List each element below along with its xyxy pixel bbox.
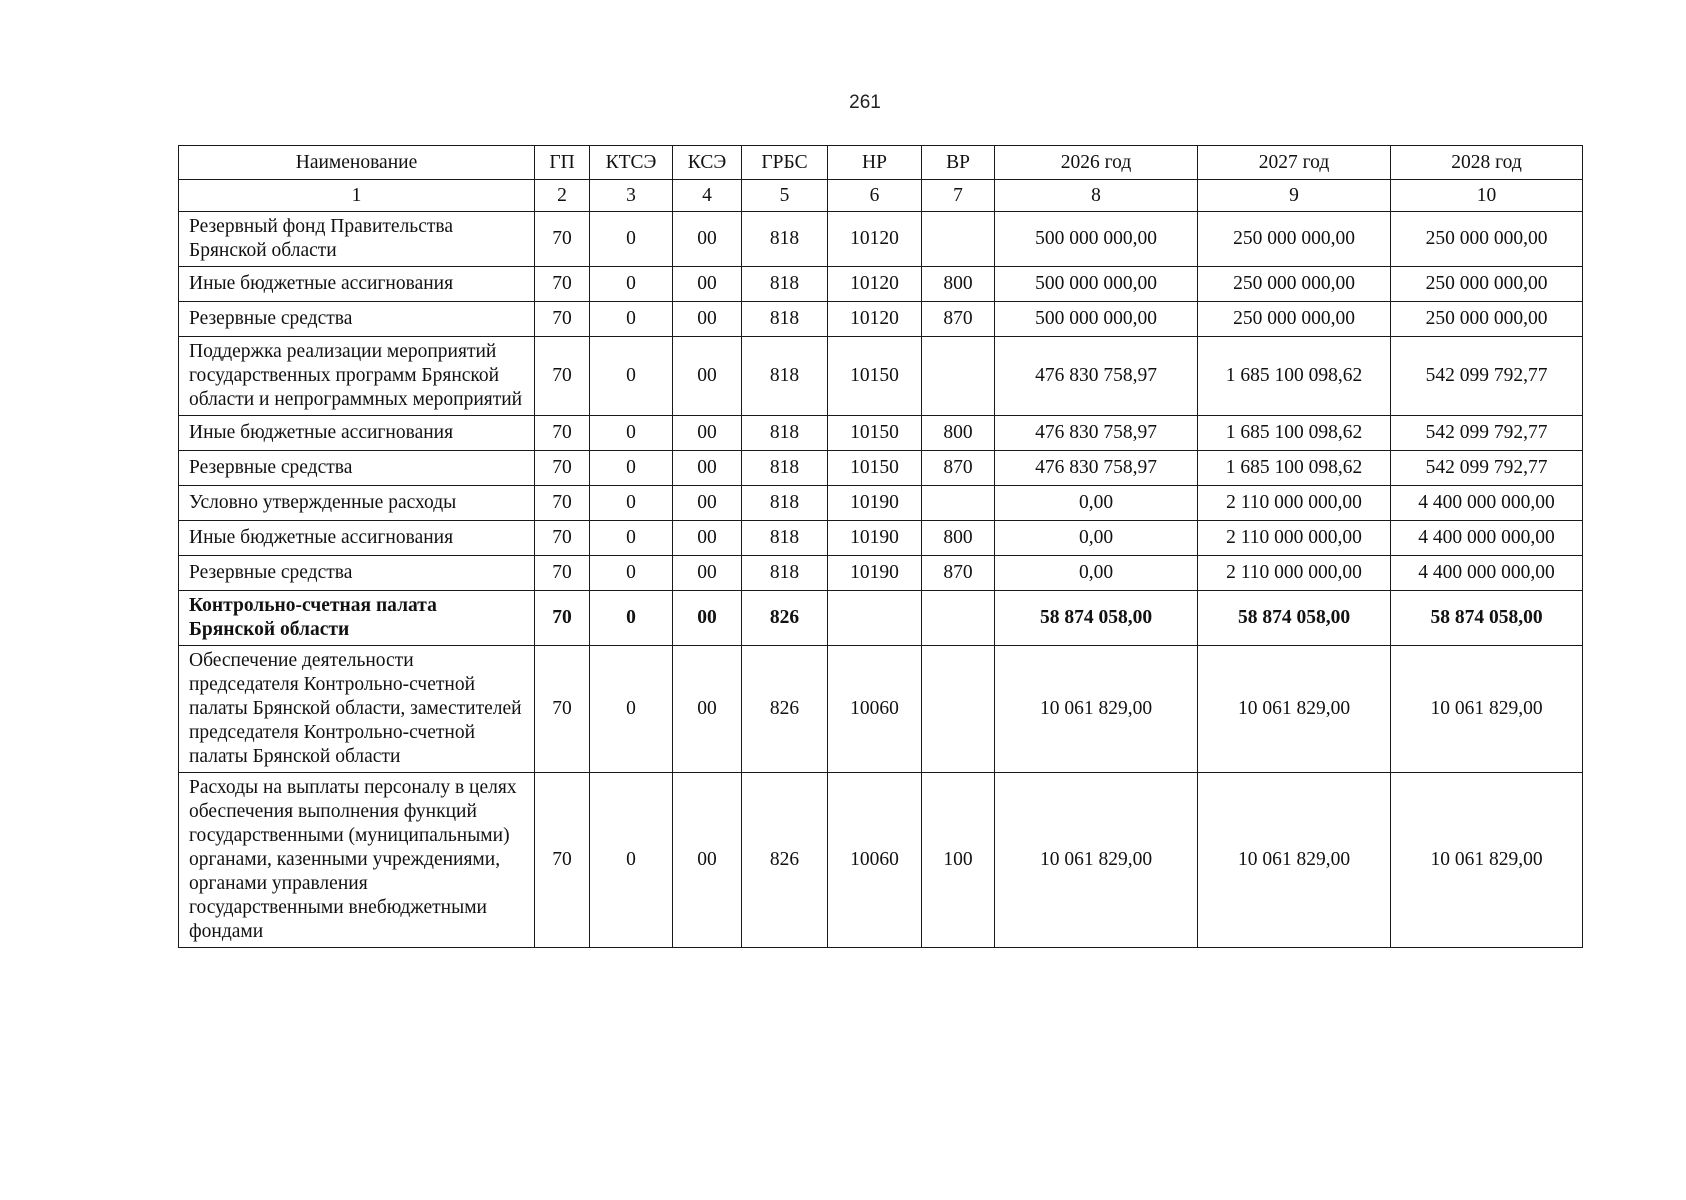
cell-2028: 542 099 792,77 (1391, 451, 1583, 486)
cell-nr: 10060 (828, 773, 922, 948)
cell-kse: 00 (673, 773, 742, 948)
column-number-row (179, 180, 1583, 212)
cell-gp: 70 (535, 646, 590, 773)
cell-2026: 0,00 (995, 556, 1198, 591)
column-number: 10 (1391, 180, 1583, 212)
cell-vr: 800 (922, 521, 995, 556)
cell-2028: 250 000 000,00 (1391, 302, 1583, 337)
table-row (179, 486, 1583, 521)
cell-kse: 00 (673, 267, 742, 302)
header-2027: 2027 год (1198, 146, 1391, 180)
cell-kse: 00 (673, 416, 742, 451)
cell-2028: 10 061 829,00 (1391, 646, 1583, 773)
cell-2026: 58 874 058,00 (995, 591, 1198, 646)
cell-nr: 10190 (828, 556, 922, 591)
cell-vr: 800 (922, 267, 995, 302)
cell-2026: 10 061 829,00 (995, 773, 1198, 948)
column-number: 5 (742, 180, 828, 212)
header-2026: 2026 год (995, 146, 1198, 180)
cell-2027: 2 110 000 000,00 (1198, 486, 1391, 521)
column-number: 4 (673, 180, 742, 212)
cell-gp: 70 (535, 486, 590, 521)
cell-nr: 10120 (828, 267, 922, 302)
cell-vr (922, 591, 995, 646)
cell-grbs: 826 (742, 773, 828, 948)
cell-kse: 00 (673, 646, 742, 773)
cell-grbs: 818 (742, 337, 828, 416)
table-row (179, 773, 1583, 948)
cell-kse: 00 (673, 556, 742, 591)
cell-kse: 00 (673, 486, 742, 521)
cell-2027: 2 110 000 000,00 (1198, 556, 1391, 591)
cell-name: Резервные средства (179, 451, 535, 486)
cell-vr: 870 (922, 451, 995, 486)
cell-2026: 500 000 000,00 (995, 302, 1198, 337)
cell-grbs: 826 (742, 646, 828, 773)
cell-grbs: 818 (742, 416, 828, 451)
cell-grbs: 818 (742, 302, 828, 337)
header-gp: ГП (535, 146, 590, 180)
table-row (179, 556, 1583, 591)
cell-2026: 0,00 (995, 521, 1198, 556)
cell-vr: 100 (922, 773, 995, 948)
cell-2028: 250 000 000,00 (1391, 212, 1583, 267)
cell-vr (922, 646, 995, 773)
cell-name: Резервный фонд Правительства Брянской области (179, 212, 535, 267)
cell-2027: 58 874 058,00 (1198, 591, 1391, 646)
cell-vr: 870 (922, 302, 995, 337)
cell-grbs: 818 (742, 486, 828, 521)
cell-grbs: 818 (742, 212, 828, 267)
table-header-row (179, 146, 1583, 180)
cell-2026: 10 061 829,00 (995, 646, 1198, 773)
budget-table (178, 145, 1583, 948)
cell-gp: 70 (535, 556, 590, 591)
cell-kse: 00 (673, 451, 742, 486)
cell-vr (922, 486, 995, 521)
cell-nr: 10150 (828, 337, 922, 416)
cell-2026: 476 830 758,97 (995, 451, 1198, 486)
cell-vr: 800 (922, 416, 995, 451)
cell-name: Контрольно-счетная палата Брянской области (179, 591, 535, 646)
cell-kse: 00 (673, 591, 742, 646)
cell-2027: 10 061 829,00 (1198, 773, 1391, 948)
cell-grbs: 818 (742, 451, 828, 486)
cell-kse: 00 (673, 337, 742, 416)
cell-gp: 70 (535, 337, 590, 416)
cell-gp: 70 (535, 773, 590, 948)
cell-kse: 00 (673, 302, 742, 337)
cell-ktse: 0 (590, 556, 673, 591)
column-number: 1 (179, 180, 535, 212)
cell-2027: 2 110 000 000,00 (1198, 521, 1391, 556)
cell-nr: 10190 (828, 486, 922, 521)
cell-2027: 1 685 100 098,62 (1198, 337, 1391, 416)
table-row (179, 212, 1583, 267)
cell-2028: 58 874 058,00 (1391, 591, 1583, 646)
cell-vr (922, 337, 995, 416)
cell-name: Резервные средства (179, 556, 535, 591)
cell-gp: 70 (535, 591, 590, 646)
cell-nr: 10150 (828, 416, 922, 451)
column-number: 8 (995, 180, 1198, 212)
page-number: 261 (849, 92, 881, 113)
cell-vr (922, 212, 995, 267)
cell-2027: 10 061 829,00 (1198, 646, 1391, 773)
cell-ktse: 0 (590, 486, 673, 521)
cell-gp: 70 (535, 451, 590, 486)
cell-2026: 500 000 000,00 (995, 267, 1198, 302)
header-name: Наименование (179, 146, 535, 180)
header-ktse: КТСЭ (590, 146, 673, 180)
cell-2027: 1 685 100 098,62 (1198, 451, 1391, 486)
cell-2028: 10 061 829,00 (1391, 773, 1583, 948)
cell-name: Обеспечение деятельности председателя Контрольно-счетной палаты Брянской области, заместителей председателя Контрольно-счетной палаты Брянской области (179, 646, 535, 773)
cell-name: Расходы на выплаты персоналу в целях обеспечения выполнения функций государственными (муниципальными) органами, казенными учреждениями, органами управления государственными внебюджетными фондами (179, 773, 535, 948)
cell-2027: 250 000 000,00 (1198, 302, 1391, 337)
cell-name: Резервные средства (179, 302, 535, 337)
header-vr: ВР (922, 146, 995, 180)
cell-ktse: 0 (590, 591, 673, 646)
header-grbs: ГРБС (742, 146, 828, 180)
table-row-department-total (179, 591, 1583, 646)
cell-2028: 4 400 000 000,00 (1391, 521, 1583, 556)
table-row (179, 416, 1583, 451)
cell-nr: 10150 (828, 451, 922, 486)
cell-ktse: 0 (590, 267, 673, 302)
cell-2028: 542 099 792,77 (1391, 416, 1583, 451)
cell-vr: 870 (922, 556, 995, 591)
cell-gp: 70 (535, 521, 590, 556)
cell-gp: 70 (535, 212, 590, 267)
header-2028: 2028 год (1391, 146, 1583, 180)
table-row (179, 646, 1583, 773)
cell-ktse: 0 (590, 521, 673, 556)
cell-name: Иные бюджетные ассигнования (179, 521, 535, 556)
cell-nr: 10120 (828, 212, 922, 267)
table-row (179, 521, 1583, 556)
header-kse: КСЭ (673, 146, 742, 180)
table-row (179, 451, 1583, 486)
cell-ktse: 0 (590, 416, 673, 451)
cell-nr: 10120 (828, 302, 922, 337)
cell-2028: 4 400 000 000,00 (1391, 556, 1583, 591)
cell-ktse: 0 (590, 646, 673, 773)
cell-2028: 542 099 792,77 (1391, 337, 1583, 416)
cell-grbs: 826 (742, 591, 828, 646)
cell-name: Условно утвержденные расходы (179, 486, 535, 521)
cell-gp: 70 (535, 267, 590, 302)
cell-gp: 70 (535, 302, 590, 337)
cell-nr: 10060 (828, 646, 922, 773)
cell-name: Поддержка реализации мероприятий государственных программ Брянской области и непрограммных мероприятий (179, 337, 535, 416)
cell-2028: 4 400 000 000,00 (1391, 486, 1583, 521)
cell-nr: 10190 (828, 521, 922, 556)
cell-2027: 250 000 000,00 (1198, 267, 1391, 302)
cell-gp: 70 (535, 416, 590, 451)
cell-2027: 1 685 100 098,62 (1198, 416, 1391, 451)
cell-2028: 250 000 000,00 (1391, 267, 1583, 302)
cell-ktse: 0 (590, 337, 673, 416)
cell-ktse: 0 (590, 212, 673, 267)
column-number: 7 (922, 180, 995, 212)
cell-2027: 250 000 000,00 (1198, 212, 1391, 267)
cell-name: Иные бюджетные ассигнования (179, 416, 535, 451)
header-nr: НР (828, 146, 922, 180)
column-number: 3 (590, 180, 673, 212)
column-number: 2 (535, 180, 590, 212)
cell-kse: 00 (673, 212, 742, 267)
cell-2026: 476 830 758,97 (995, 416, 1198, 451)
cell-ktse: 0 (590, 302, 673, 337)
table-row (179, 337, 1583, 416)
table-row (179, 302, 1583, 337)
column-number: 6 (828, 180, 922, 212)
cell-kse: 00 (673, 521, 742, 556)
cell-2026: 0,00 (995, 486, 1198, 521)
cell-ktse: 0 (590, 451, 673, 486)
cell-grbs: 818 (742, 556, 828, 591)
cell-ktse: 0 (590, 773, 673, 948)
cell-grbs: 818 (742, 521, 828, 556)
cell-2026: 500 000 000,00 (995, 212, 1198, 267)
column-number: 9 (1198, 180, 1391, 212)
cell-nr (828, 591, 922, 646)
cell-2026: 476 830 758,97 (995, 337, 1198, 416)
cell-grbs: 818 (742, 267, 828, 302)
table-row (179, 267, 1583, 302)
cell-name: Иные бюджетные ассигнования (179, 267, 535, 302)
